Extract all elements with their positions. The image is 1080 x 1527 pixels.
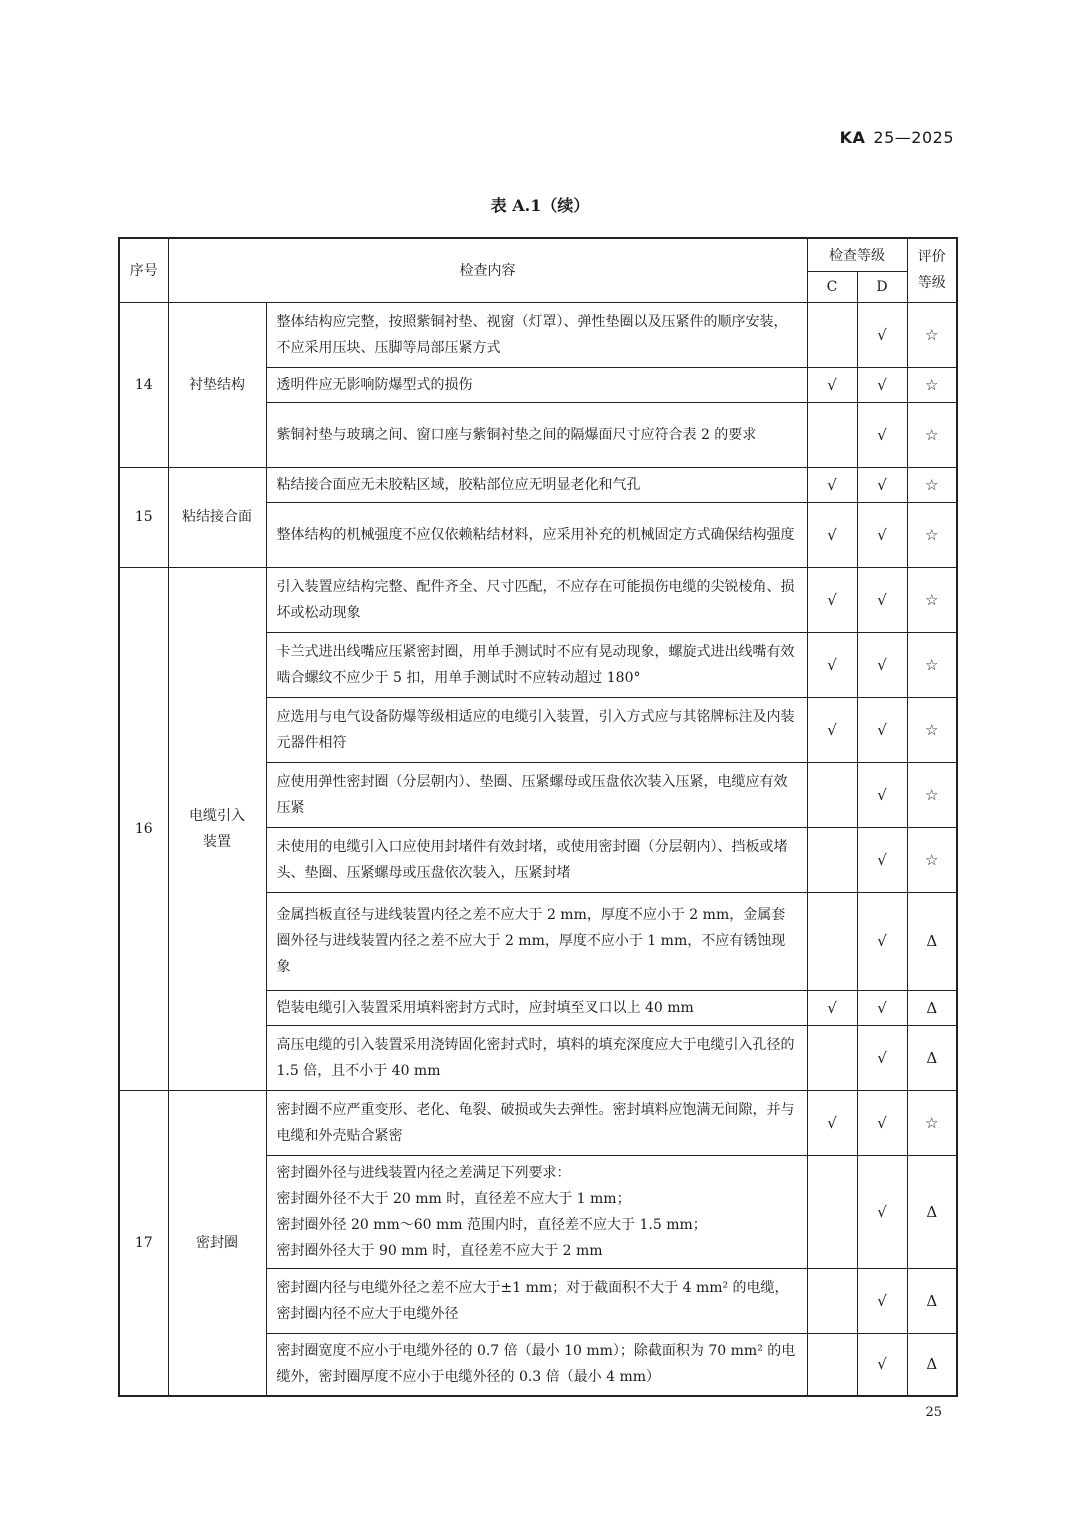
check-content: 密封圈不应严重变形、老化、龟裂、破损或失去弹性。密封填料应饱满无间隙，并与电缆和外壳贴合紧密 [266,1090,807,1155]
table-row [119,467,957,502]
eval-level-mark: ☆ [907,402,957,467]
grade-d-mark: √ [857,697,907,762]
table-title: 表 A.1（续） [490,196,590,215]
check-content: 整体结构的机械强度不应仅依赖粘结材料，应采用补充的机械固定方式确保结构强度 [266,502,807,567]
eval-level-mark: ☆ [907,302,957,367]
grade-c-mark: √ [807,367,857,402]
grade-d-mark: √ [857,892,907,990]
eval-level-mark: Δ [907,1155,957,1268]
grade-d-mark: √ [857,1268,907,1333]
eval-level-mark: Δ [907,990,957,1025]
row-number: 14 [119,302,168,467]
grade-c-mark [807,892,857,990]
grade-c-mark [807,1268,857,1333]
check-content: 未使用的电缆引入口应使用封堵件有效封堵，或使用密封圈（分层朝内）、挡板或堵头、垫圈、压紧螺母或压盘依次装入，压紧封堵 [266,827,807,892]
check-content: 卡兰式进出线嘴应压紧密封圈，用单手测试时不应有晃动现象，螺旋式进出线嘴有效啮合螺纹不应少于 5 扣，用单手测试时不应转动超过 180° [266,632,807,697]
header-grade-d: D [857,271,907,302]
table-row [119,302,957,367]
grade-c-mark: √ [807,697,857,762]
header-grade: 检查等级 [807,238,907,271]
page-number: 25 [925,1405,942,1420]
row-number: 15 [119,467,168,567]
grade-d-mark: √ [857,632,907,697]
grade-c-mark: √ [807,990,857,1025]
grade-c-mark [807,402,857,467]
eval-level-mark: Δ [907,1268,957,1333]
row-number: 17 [119,1090,168,1396]
check-content: 密封圈内径与电缆外径之差不应大于±1 mm；对于截面积不大于 4 mm² 的电缆，密封圈内径不应大于电缆外径 [266,1268,807,1333]
header-eval: 评价等级 [907,238,957,302]
eval-level-mark: Δ [907,1333,957,1396]
eval-level-mark: ☆ [907,367,957,402]
eval-level-mark: ☆ [907,1090,957,1155]
check-content: 紫铜衬垫与玻璃之间、窗口座与紫铜衬垫之间的隔爆面尺寸应符合表 2 的要求 [266,402,807,467]
check-content: 金属挡板直径与进线装置内径之差不应大于 2 mm，厚度不应小于 2 mm，金属套圈外径与进线装置内径之差不应大于 2 mm，厚度不应小于 1 mm，不应有锈蚀现象 [266,892,807,990]
grade-d-mark: √ [857,1155,907,1268]
eval-level-mark: ☆ [907,567,957,632]
check-content: 密封圈宽度不应小于电缆外径的 0.7 倍（最小 10 mm）；除截面积为 70 mm² 的电缆外，密封圈厚度不应小于电缆外径的 0.3 倍（最小 4 mm） [266,1333,807,1396]
eval-level-mark: Δ [907,892,957,990]
eval-level-mark: ☆ [907,827,957,892]
grade-d-mark: √ [857,762,907,827]
table-row [119,1090,957,1155]
grade-d-mark: √ [857,1090,907,1155]
grade-d-mark: √ [857,827,907,892]
inspection-item: 密封圈 [168,1090,266,1396]
check-content: 高压电缆的引入装置采用浇铸固化密封式时，填料的填充深度应大于电缆引入孔径的 1.5 倍，且不小于 40 mm [266,1025,807,1090]
grade-d-mark: √ [857,302,907,367]
inspection-item: 电缆引入装置 [168,567,266,1090]
grade-d-mark: √ [857,567,907,632]
grade-c-mark [807,302,857,367]
table-row [119,567,957,632]
grade-c-mark [807,1333,857,1396]
check-content: 密封圈外径与进线装置内径之差满足下列要求： 密封圈外径不大于 20 mm 时，直径差不应大于 1 mm； 密封圈外径 20 mm～60 mm 范围内时，直径差不应大于 1.5 mm； 密封圈外径大于 90 mm 时，直径差不应大于 2 mm [266,1155,807,1268]
grade-c-mark: √ [807,1090,857,1155]
check-content: 应使用弹性密封圈（分层朝内）、垫圈、压紧螺母或压盘依次装入压紧，电缆应有效压紧 [266,762,807,827]
header-no: 序号 [119,238,168,302]
grade-c-mark [807,762,857,827]
check-content: 粘结接合面应无未胶粘区域，胶粘部位应无明显老化和气孔 [266,467,807,502]
eval-level-mark: Δ [907,1025,957,1090]
check-content: 整体结构应完整，按照紫铜衬垫、视窗（灯罩）、弹性垫圈以及压紧件的顺序安装，不应采用压块、压脚等局部压紧方式 [266,302,807,367]
check-content: 透明件应无影响防爆型式的损伤 [266,367,807,402]
inspection-item: 粘结接合面 [168,467,266,567]
standard-prefix: KA [839,128,866,147]
standard-number: 25—2025 [873,128,954,147]
eval-level-mark: ☆ [907,762,957,827]
grade-d-mark: √ [857,1333,907,1396]
row-number: 16 [119,567,168,1090]
grade-d-mark: √ [857,502,907,567]
grade-c-mark [807,1025,857,1090]
grade-c-mark [807,1155,857,1268]
eval-level-mark: ☆ [907,632,957,697]
inspection-item: 衬垫结构 [168,302,266,467]
header-content: 检查内容 [168,238,807,302]
grade-c-mark: √ [807,467,857,502]
grade-d-mark: √ [857,1025,907,1090]
table-body [119,302,957,1396]
grade-d-mark: √ [857,990,907,1025]
header-grade-c: C [807,271,857,302]
grade-d-mark: √ [857,367,907,402]
grade-d-mark: √ [857,467,907,502]
eval-level-mark: ☆ [907,502,957,567]
check-content: 铠装电缆引入装置采用填料密封方式时，应封填至叉口以上 40 mm [266,990,807,1025]
eval-level-mark: ☆ [907,467,957,502]
grade-c-mark: √ [807,502,857,567]
check-content: 引入装置应结构完整、配件齐全、尺寸匹配，不应存在可能损伤电缆的尖锐棱角、损坏或松动现象 [266,567,807,632]
eval-level-mark: ☆ [907,697,957,762]
grade-c-mark [807,827,857,892]
inspection-table [118,237,958,1397]
check-content: 应选用与电气设备防爆等级相适应的电缆引入装置，引入方式应与其铭牌标注及内装元器件相符 [266,697,807,762]
grade-c-mark: √ [807,567,857,632]
grade-d-mark: √ [857,402,907,467]
standard-code [840,128,954,147]
grade-c-mark: √ [807,632,857,697]
